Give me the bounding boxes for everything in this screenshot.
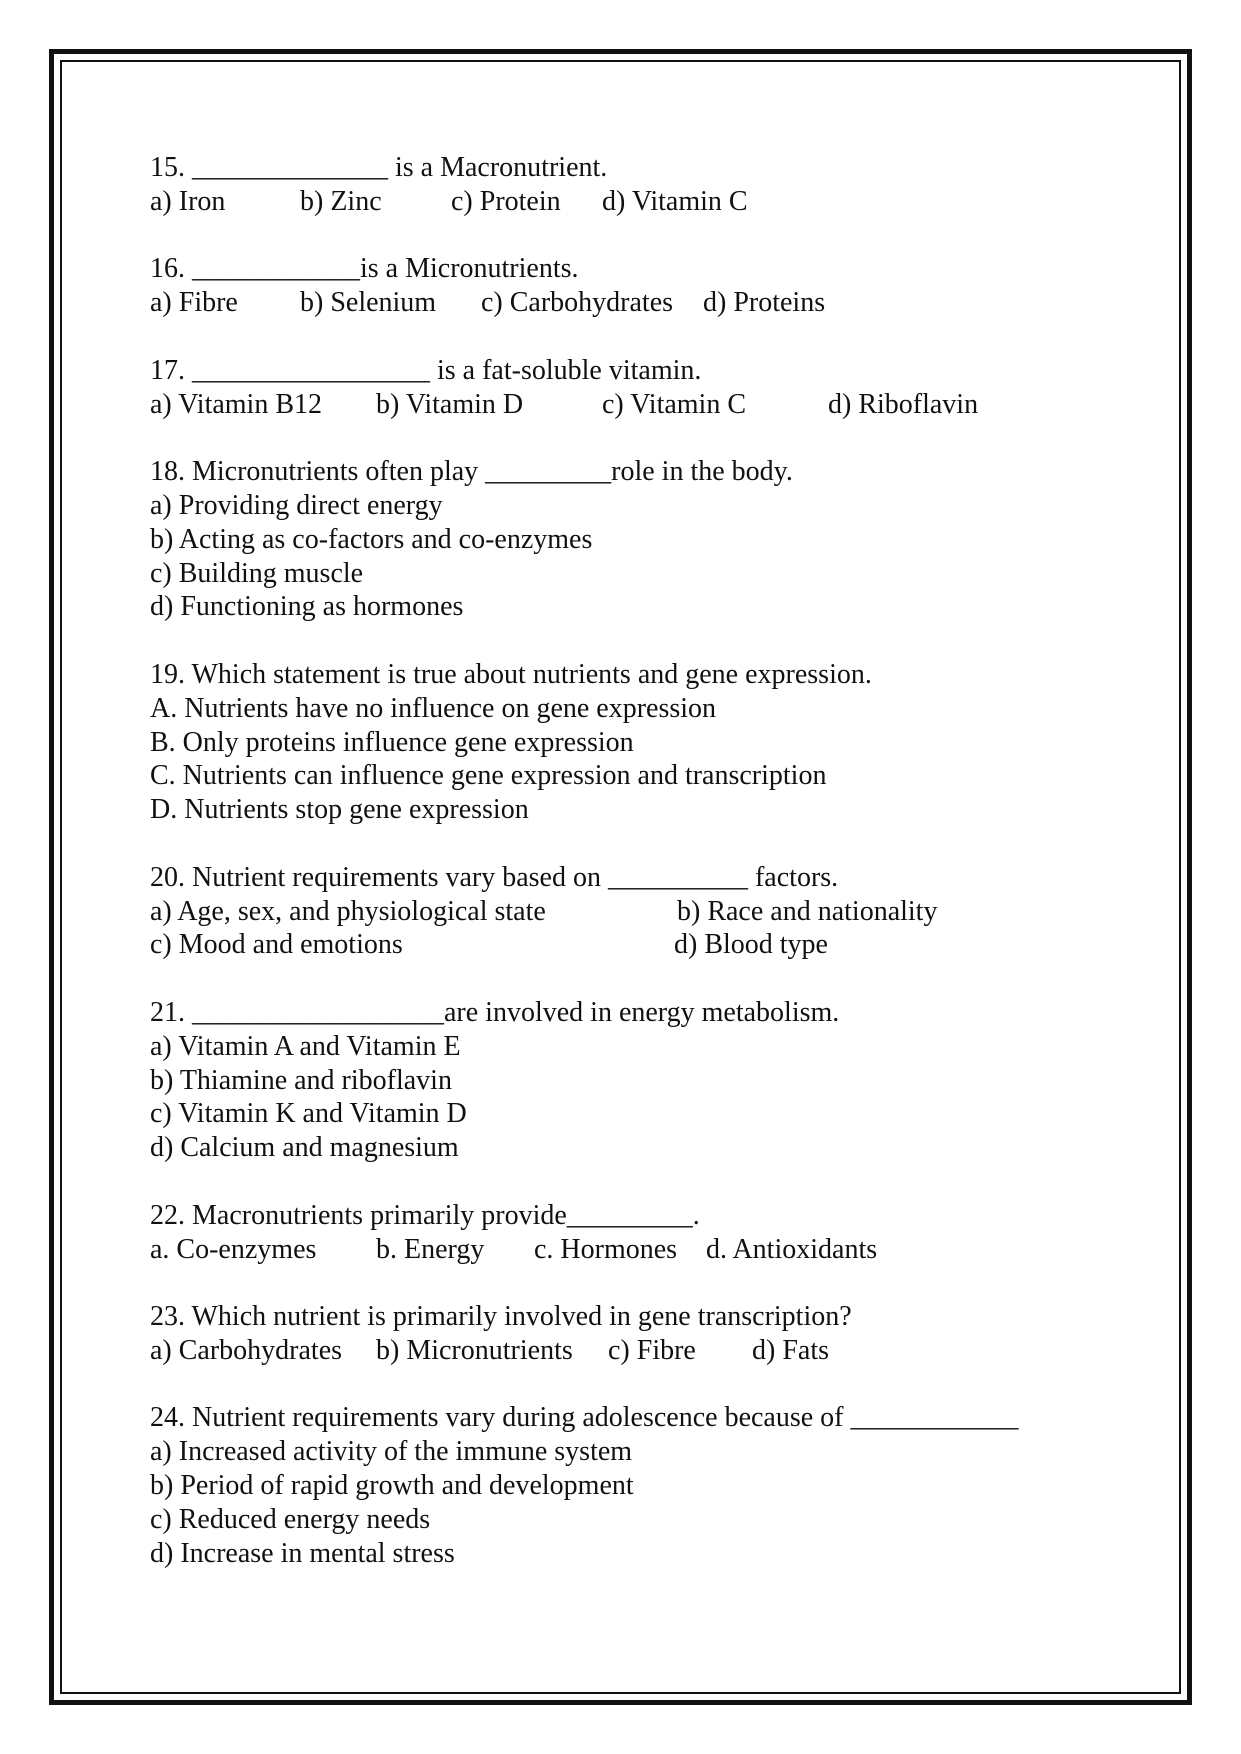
options-row <box>150 1334 1070 1368</box>
option-d: d) Functioning as hormones <box>150 591 464 623</box>
question-23 <box>150 1300 1070 1368</box>
option-c: c) Vitamin C <box>602 388 747 420</box>
question-17 <box>150 354 1070 422</box>
option-c: c) Reduced energy needs <box>150 1503 431 1535</box>
option-d: d. Antioxidants <box>706 1233 878 1265</box>
question-stem: 24. Nutrient requirements vary during adolescence because of ____________ <box>150 1402 1019 1434</box>
option-b: B. Only proteins influence gene expression <box>150 726 634 758</box>
question-stem: 17. _________________ is a fat-soluble vitamin. <box>150 354 702 386</box>
option-d: d) Blood type <box>674 929 828 961</box>
option-d: d) Proteins <box>703 287 826 319</box>
option-d: d) Fats <box>752 1334 829 1366</box>
question-stem: 15. ______________ is a Macronutrient. <box>150 152 608 183</box>
question-18 <box>150 455 1070 624</box>
question-stem: 16. ____________is a Micronutrients. <box>150 253 579 285</box>
option-a: a) Fibre <box>150 287 238 319</box>
question-stem: 23. Which nutrient is primarily involved in gene transcription? <box>150 1301 852 1333</box>
option-a: a) Age, sex, and physiological state <box>150 895 546 927</box>
options-row <box>150 895 1070 929</box>
option-b: b. Energy <box>376 1233 485 1265</box>
option-c: c) Vitamin K and Vitamin D <box>150 1098 467 1130</box>
option-d: D. Nutrients stop gene expression <box>150 794 529 826</box>
option-b: b) Vitamin D <box>376 388 524 420</box>
option-c: c) Carbohydrates <box>481 287 674 319</box>
question-stem: 21. __________________are involved in energy metabolism. <box>150 996 840 1028</box>
question-21 <box>150 996 1070 1165</box>
option-c: c) Protein <box>451 185 561 217</box>
question-20 <box>150 861 1070 962</box>
option-b: b) Race and nationality <box>677 895 938 927</box>
option-c: C. Nutrients can influence gene expression and transcription <box>150 760 827 792</box>
option-a: A. Nutrients have no influence on gene expression <box>150 692 717 724</box>
question-stem: 18. Micronutrients often play _________role in the body. <box>150 456 793 488</box>
options-row <box>150 1233 1070 1267</box>
option-b: b) Thiamine and riboflavin <box>150 1064 452 1096</box>
option-b: b) Selenium <box>300 287 437 319</box>
option-c: c) Building muscle <box>150 557 364 589</box>
option-d: d) Riboflavin <box>828 388 979 420</box>
question-stem: 19. Which statement is true about nutrients and gene expression. <box>150 658 872 690</box>
option-b: b) Zinc <box>300 185 382 217</box>
option-c: c) Fibre <box>608 1334 696 1366</box>
option-b: b) Acting as co-factors and co-enzymes <box>150 523 593 555</box>
option-a: a) Vitamin A and Vitamin E <box>150 1030 461 1062</box>
question-22 <box>150 1199 1070 1267</box>
option-b: b) Micronutrients <box>376 1334 573 1366</box>
option-a: a) Vitamin B12 <box>150 388 323 420</box>
option-c: c) Mood and emotions <box>150 929 403 961</box>
question-list <box>150 151 1070 1604</box>
question-15 <box>150 151 1070 219</box>
option-a: a. Co-enzymes <box>150 1233 317 1265</box>
option-d: d) Calcium and magnesium <box>150 1132 459 1164</box>
options-row <box>150 185 1070 219</box>
options-row <box>150 388 1070 422</box>
question-16 <box>150 252 1070 320</box>
option-a: a) Carbohydrates <box>150 1334 343 1366</box>
question-stem: 22. Macronutrients primarily provide_________. <box>150 1199 700 1231</box>
option-d: d) Vitamin C <box>602 185 748 217</box>
option-a: a) Providing direct energy <box>150 489 443 521</box>
option-d: d) Increase in mental stress <box>150 1537 455 1569</box>
option-c: c. Hormones <box>534 1233 678 1265</box>
options-row <box>150 928 1070 962</box>
question-stem: 20. Nutrient requirements vary based on __________ factors. <box>150 861 839 893</box>
question-19 <box>150 658 1070 827</box>
options-row <box>150 286 1070 320</box>
question-24 <box>150 1401 1070 1570</box>
option-a: a) Iron <box>150 185 226 217</box>
option-b: b) Period of rapid growth and development <box>150 1470 634 1502</box>
option-a: a) Increased activity of the immune system <box>150 1436 633 1468</box>
